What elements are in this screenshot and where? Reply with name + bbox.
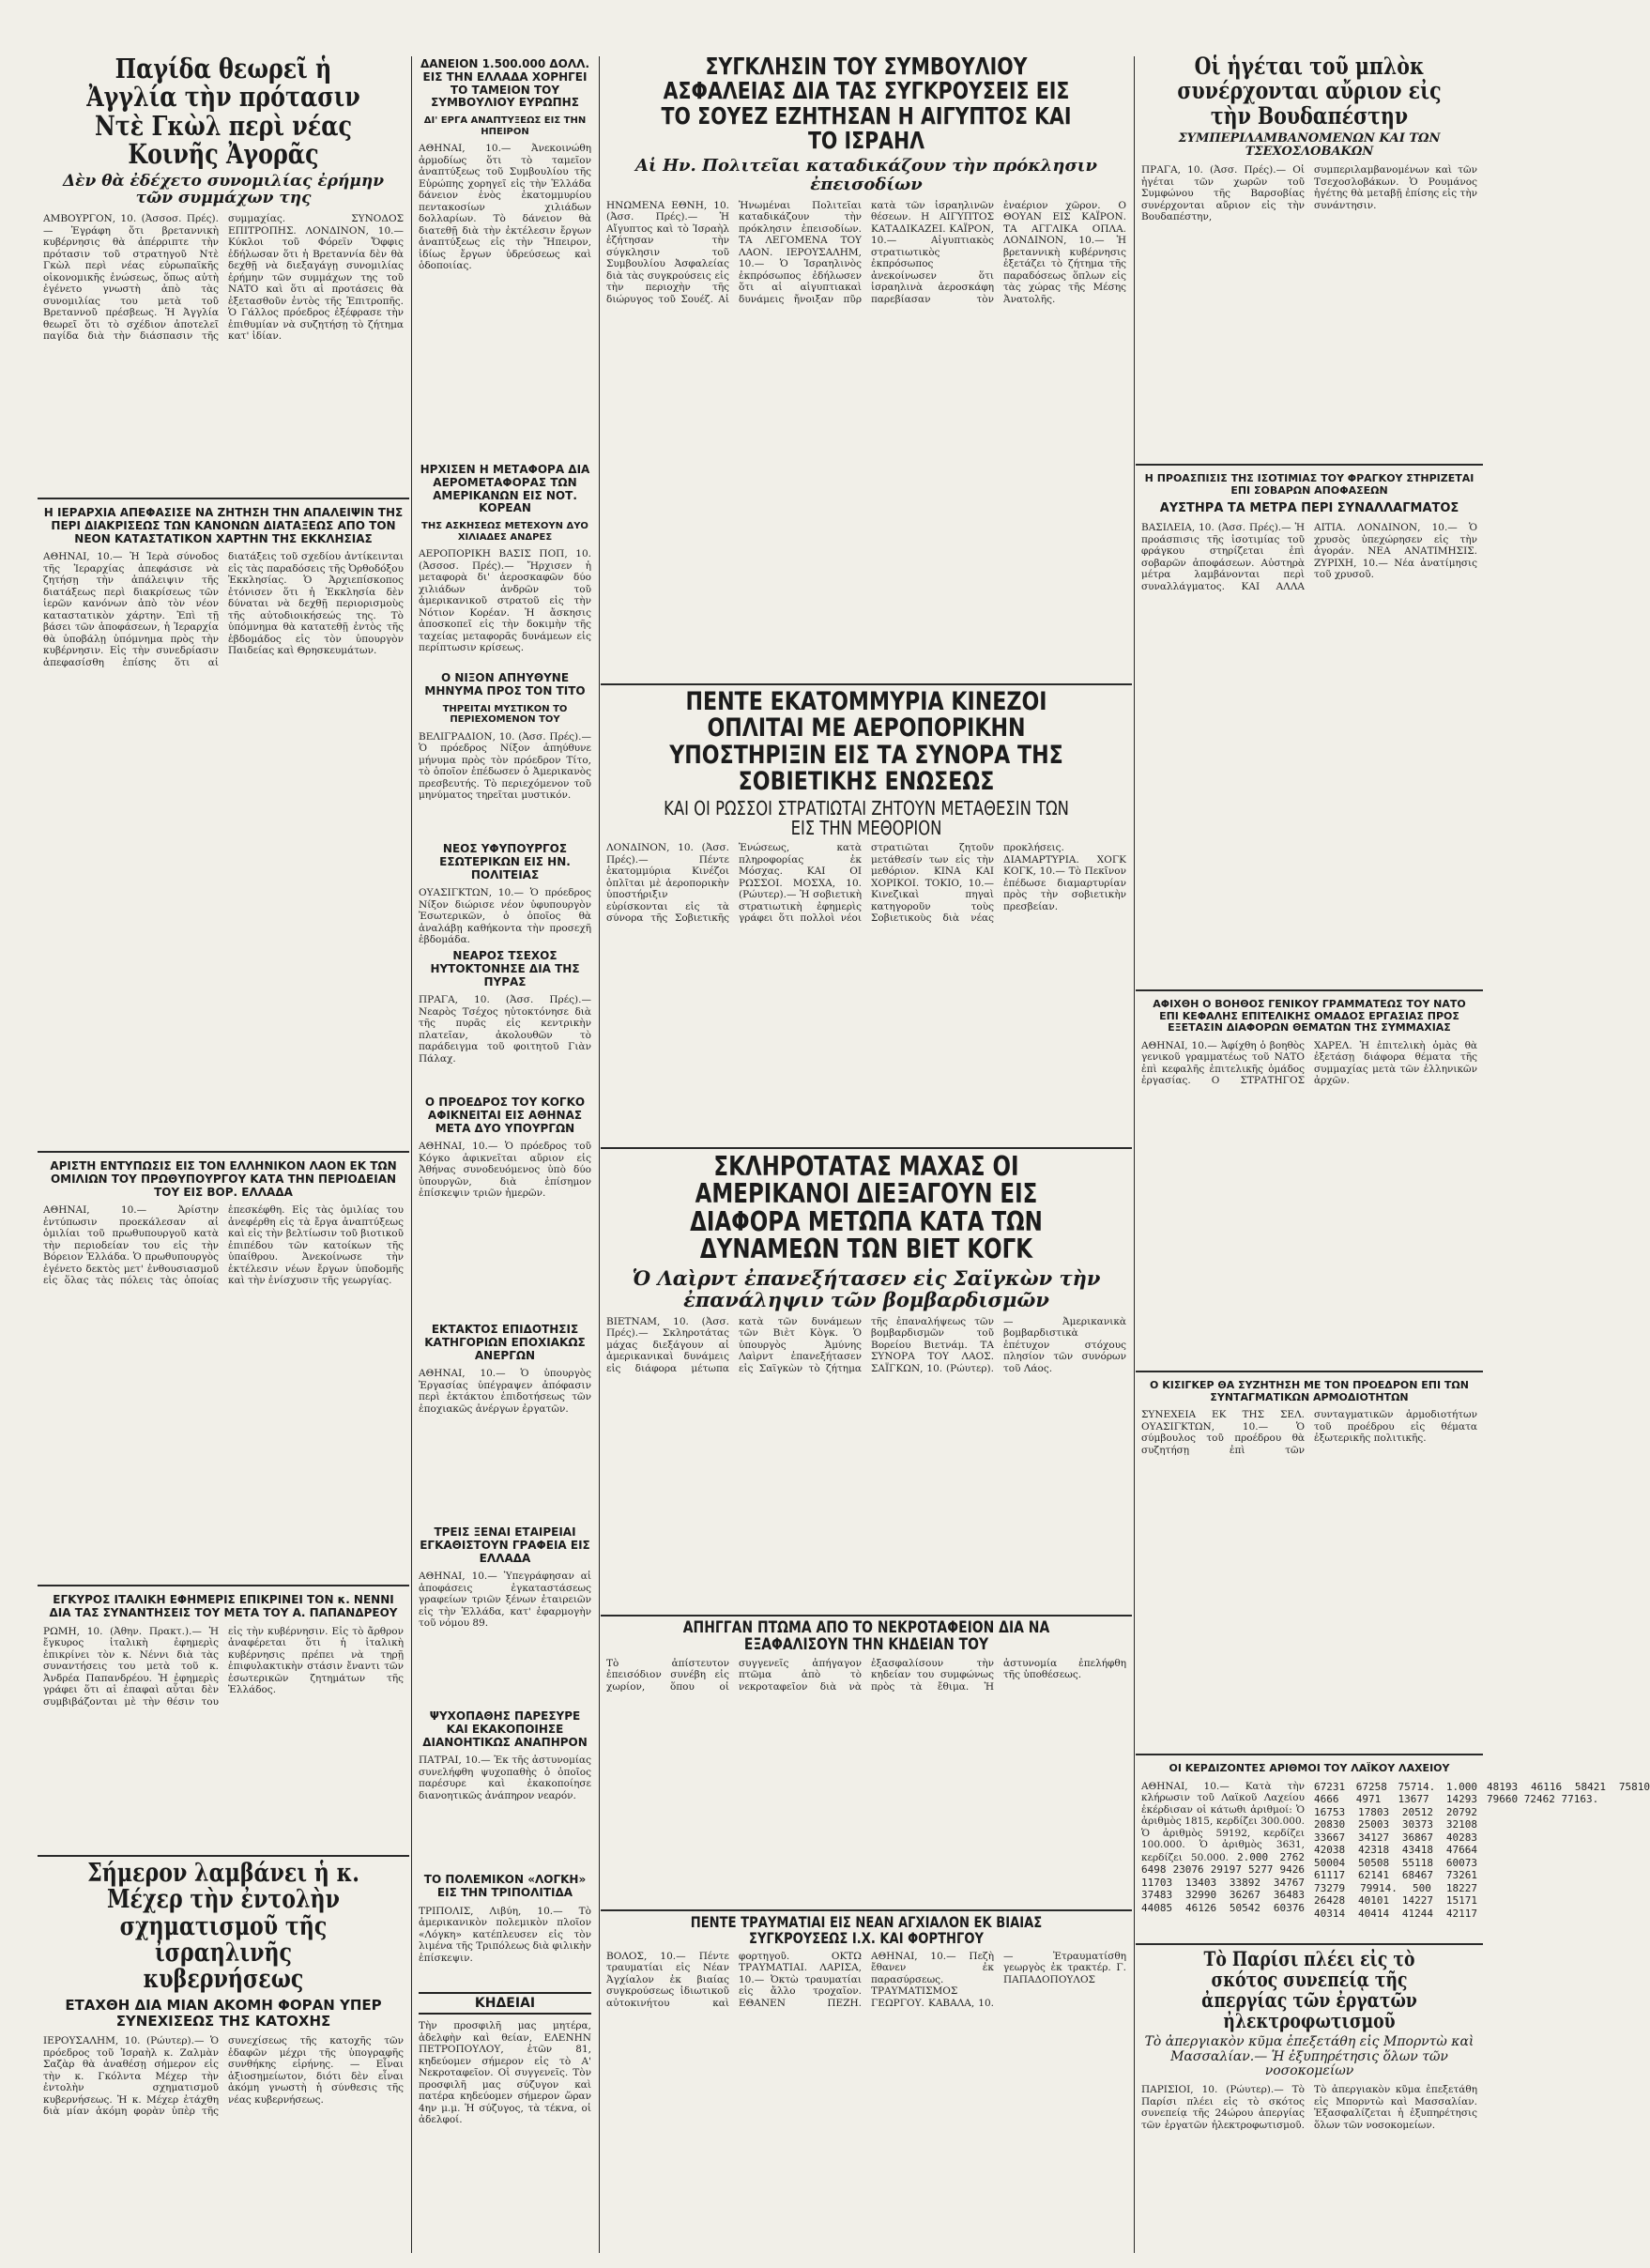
article-headline: ΤΟ ΠΟΛΕΜΙΚΟΝ «ΛΟΓΚΗ» ΕΙΣ ΤΗΝ ΤΡΙΠΟΛΙΤΙΔΑ xyxy=(423,1873,587,1899)
article-body: ΑΘΗΝΑΙ, 10.— Ἀφίχθη ὁ βοηθὸς γενικοῦ γραμματέως τοῦ ΝΑΤΟ ἐπὶ κεφαλῆς ἐπιτελικῆς ὁμάδος ἐργασίας. Ο ΣΤΡΑΤΗΓΟΣ ΧΑΡΕΛ. Ἡ ἐπιτελικὴ ὁμὰς θὰ ἐξετάσῃ διάφορα θέματα τῆς συμμαχίας μετὰ τῶν ἑλληνικῶν ἀρχῶν. xyxy=(1141,1039,1477,1087)
article-vudapesti xyxy=(1136,54,1483,464)
section-divider xyxy=(38,1585,409,1586)
article-subheadline: ΔΙ' ΕΡΓΑ ΑΝΑΠΤΥΞΕΩΣ ΕΙΣ ΤΗΝ ΗΠΕΙΡΟΝ xyxy=(423,115,587,137)
article-nixon xyxy=(413,668,597,834)
section-divider xyxy=(38,498,409,499)
article-body: ΒΙΕΤΝΑΜ, 10. (Ἀσσ. Πρές).— Σκληροτάτας μάχας διεξάγουν αἱ ἀμερικανικαὶ δυνάμεις εἰς διάφορα μέτωπα κατὰ τῶν δυνάμεων τῶν Βιὲτ Κὸγκ. Ὁ ὑπουργὸς Ἀμύνης Λαὶρντ ἐπανεξήτασεν εἰς Σαϊγκὼν τὸ ζήτημα τῆς ἐπαναλήψεως τῶν βομβαρδισμῶν τοῦ Βορείου Βιετνάμ. ΤΑ ΣΥΝΟΡΑ ΤΟΥ ΛΑΟΣ. ΣΑΪΓΚΩΝ, 10. (Ρώυτερ).— Ἀμερικανικὰ βομβαρδιστικὰ ἐπέτυχον στόχους πλησίον τῶν συνόρων τοῦ Λάος. xyxy=(606,1315,1126,1374)
article-subheadline: ΤΗΣ ΑΣΚΗΣΕΩΣ ΜΕΤΕΧΟΥΝ ΔΥΟ ΧΙΛΙΑΔΕΣ ΑΝΔΡΕΣ xyxy=(421,521,588,543)
article-headline: ΟΙ ΚΕΡΔΙΖΟΝΤΕΣ ΑΡΙΘΜΟΙ ΤΟΥ ΛΑΪΚΟΥ ΛΑΧΕΙΟΥ xyxy=(1169,1762,1450,1774)
section-divider xyxy=(1136,1754,1483,1755)
article-kinezoi xyxy=(601,689,1132,1145)
article-subheadline: ΤΗΡΕΙΤΑΙ ΜΥΣΤΙΚΟΝ ΤΟ ΠΕΡΙΕΧΟΜΕΝΟΝ ΤΟΥ xyxy=(442,703,568,726)
column-rule xyxy=(411,56,412,2253)
article-headline: ΚΗΔΕΙΑΙ xyxy=(419,1992,591,2015)
section-divider xyxy=(1136,1943,1483,1945)
article-headline: Τὸ Παρίσι πλέει εἰς τὸ σκότος συνεπείᾳ τῆς ἀπεργίας τῶν ἐργατῶν ἠλεκτροφωτισμοῦ xyxy=(1201,1947,1417,2033)
article-symvoulio xyxy=(601,54,1132,682)
article-headline: ΣΥΓΚΛΗΣΙΝ ΤΟΥ ΣΥΜΒΟΥΛΙΟΥ ΑΣΦΑΛΕΙΑΣ ΔΙΑ ΤΑΣ ΣΥΓΚΡΟΥΣΕΙΣ ΕΙΣ ΤΟ ΣΟΥΕΖ ΕΖΗΤΗΣΑΝ Η ΑΙΓΥΠΤΟΣ ΚΑΙ ΤΟ ΙΣΡΑΗΛ xyxy=(661,53,1072,154)
article-body: ΛΟΝΔΙΝΟΝ, 10. (Ἀσσ. Πρές).— Πέντε ἑκατομμύρια Κινέζοι ὁπλῖται μὲ ἀεροπορικὴν ὑποστήριξιν εὑρίσκονται εἰς τὰ σύνορα τῆς Σοβιετικῆς Ἑνώσεως, κατὰ πληροφορίας ἐκ Μόσχας. ΚΑΙ ΟΙ ΡΩΣΣΟΙ. ΜΟΣΧΑ, 10. (Ρώυτερ).— Ἡ σοβιετικὴ στρατιωτικὴ ἐφημερὶς γράφει ὅτι πολλοὶ νέοι στρατιῶται ζητοῦν μετάθεσίν των εἰς τὴν μεθόριον. ΚΙΝΑ ΚΑΙ ΧΟΡΙΚΟΙ. ΤΟΚΙΟ, 10.— Κινεζικαὶ πηγαὶ κατηγοροῦν τοὺς Σοβιετικοὺς διὰ νέας προκλήσεις. ΔΙΑΜΑΡΤΥΡΙΑ. ΧΟΓΚ ΚΟΓΚ, 10.— Τὸ Πεκῖνον ἐπέδωσε διαμαρτυρίαν πρὸς τὴν σοβιετικὴν πρεσβείαν. xyxy=(606,842,1126,925)
article-body: ΠΑΡΙΣΙΟΙ, 10. (Ρώυτερ).— Τὸ Παρίσι πλέει εἰς τὸ σκότος συνεπείᾳ τῆς 24ώρου ἀπεργίας τῶν ἐργατῶν ἠλεκτροφωτισμοῦ. Τὸ ἀπεργιακὸν κῦμα ἐπεξετάθη εἰς Μπορντὼ καὶ Μασσαλίαν. Ἐξασφαλίζεται ἡ ἐξυπηρέτησις ὅλων τῶν νοσοκομείων. xyxy=(1141,2084,1477,2131)
section-divider xyxy=(1136,1371,1483,1372)
article-traymatiai xyxy=(601,1915,1132,2255)
article-subheadline: Δὲν θὰ ἐδέχετο συνομιλίας ἐρήμην τῶν συμμάχων της xyxy=(62,171,385,208)
article-body: ΟΥΑΣΙΓΚΤΩΝ, 10.— Ὁ πρόεδρος Νίξον διώρισε νέον ὑφυπουργὸν Ἐσωτερικῶν, ὁ ὁποῖος θὰ ἀναλάβῃ καθήκοντα τὴν προσεχῆ ἑβδομάδα. xyxy=(419,887,591,946)
article-mechter xyxy=(38,1861,409,2255)
article-headline: Η ΙΕΡΑΡΧΙΑ ΑΠΕΦΑΣΙΣΕ ΝΑ ΖΗΤΗΣΗ ΤΗΝ ΑΠΑΛΕΙΨΙΝ ΤΗΣ ΠΕΡΙ ΔΙΑΚΡΙΣΕΩΣ ΤΩΝ ΚΑΝΟΝΩΝ ΔΙΑΤΑΞΕΩΣ ΑΠΟ ΤΟΝ ΝΕΟΝ ΚΑΤΑΣΤΑΤΙΚΟΝ ΧΑΡΤΗΝ ΤΗΣ ΕΚΚΛΗΣΙΑΣ xyxy=(43,506,404,545)
article-enkyros xyxy=(38,1590,409,1855)
article-headline: Ο ΚΙΣΙΓΚΕΡ ΘΑ ΣΥΖΗΤΗΣΗ ΜΕ ΤΟΝ ΠΡΟΕΔΡΟΝ ΕΠΙ ΤΩΝ ΣΥΝΤΑΓΜΑΤΙΚΩΝ ΑΡΜΟΔΙΟΤΗΤΩΝ xyxy=(1150,1379,1469,1403)
article-subheadline: Αἱ Ην. Πολιτεῖαι καταδικάζουν τὴν πρόκλησιν ἐπεισοδίων xyxy=(635,156,1097,194)
section-divider xyxy=(601,1615,1132,1617)
article-psychopathis xyxy=(413,1707,597,1864)
section-divider xyxy=(601,1909,1132,1911)
article-nato xyxy=(1136,995,1483,1371)
article-body: ΗΝΩΜΕΝΑ ΕΘΝΗ, 10. (Ἀσσ. Πρές).— Ἡ Αἴγυπτος καὶ τὸ Ἰσραὴλ ἐζήτησαν τὴν σύγκλησιν τοῦ Συμβουλίου Ἀσφαλείας διὰ τὰς συγκρούσεις εἰς τὴν περιοχὴν τῆς διώρυγος τοῦ Σουέζ. Αἱ Ἡνωμέναι Πολιτεῖαι καταδικάζουν τὴν πρόκλησιν ἐπεισοδίων. ΤΑ ΛΕΓΟΜΕΝΑ ΤΟΥ ΛΑΟΝ. ΙΕΡΟΥΣΑΛΗΜ, 10.— Ὁ Ἰσραηλινὸς ἐκπρόσωπος ἐδήλωσεν ὅτι αἱ αἰγυπτιακαὶ δυνάμεις ἤνοιξαν πῦρ κατὰ τῶν ἰσραηλινῶν θέσεων. Η ΑΙΓΥΠΤΟΣ ΚΑΤΑΔΙΚΑΖΕΙ. ΚΑΪΡΟΝ, 10.— Αἰγυπτιακὸς στρατιωτικὸς ἐκπρόσωπος ἀνεκοίνωσεν ὅτι ἰσραηλινὰ ἀεροσκάφη παρεβίασαν τὸν ἐναέριον χῶρον. Ο ΘΟΥΑΝ ΕΙΣ ΚΑΪΡΟΝ. ΤΑ ΑΓΓΛΙΚΑ ΟΠΛΑ. ΛΟΝΔΙΝΟΝ, 10.— Ἡ βρεταννικὴ κυβέρνησις ἐξετάζει τὸ ζήτημα τῆς παραδόσεως ὅπλων εἰς τὰς χώρας τῆς Μέσης Ἀνατολῆς. xyxy=(606,199,1126,305)
article-body: ΑΘΗΝΑΙ, 10.— Ὁ ὑπουργὸς Ἐργασίας ὑπέγραψεν ἀπόφασιν περὶ ἐκτάκτου ἐπιδοτήσεως τῶν ἐποχιακῶς ἀνέργων ἐργατῶν. xyxy=(419,1368,591,1415)
article-headline: Παγίδα θεωρεῖ ἡ Ἀγγλία τὴν πρότασιν Ντὲ Γκὼλ περὶ νέας Κοινῆς Ἀγορᾶς xyxy=(86,53,360,171)
article-body: ΑΕΡΟΠΟΡΙΚΗ ΒΑΣΙΣ ΠΟΠ, 10. (Ἀσσοσ. Πρές).— Ἤρχισεν ἡ μεταφορὰ δι' ἀεροσκαφῶν δύο χιλιάδων ἀνδρῶν τοῦ ἀμερικανικοῦ στρατοῦ εἰς τὴν Νότιον Κορέαν. Ἡ ἄσκησις ἀποσκοπεῖ εἰς τὴν δοκιμὴν τῆς ταχείας μεταφορᾶς δυνάμεων εἰς περίπτωσιν κρίσεως. xyxy=(419,548,591,654)
article-body: ΑΘΗΝΑΙ, 10.— Ὑπεγράφησαν αἱ ἀποφάσεις ἐγκαταστάσεως γραφείων τριῶν ξένων ἐταιρειῶν εἰς τὴν Ἑλλάδα, κατ' ἐφαρμογὴν τοῦ νόμου 89. xyxy=(419,1571,591,1630)
section-divider xyxy=(601,1147,1132,1149)
article-body: ΑΘΗΝΑΙ, 10.— Ὁ πρόεδρος τοῦ Κόγκο ἀφικνεῖται αὔριον εἰς Ἀθήνας συνοδευόμενος ὑπὸ δύο ὑπουργῶν, διὰ ἐπίσημον ἐπίσκεψιν τριῶν ἡμερῶν. xyxy=(419,1141,591,1200)
article-body: ΣΥΝΕΧΕΙΑ ΕΚ ΤΗΣ ΣΕΛ. ΟΥΑΣΙΓΚΤΩΝ, 10.— Ὁ σύμβουλος τοῦ προέδρου θὰ συζητήσῃ ἐπὶ τῶν συνταγματικῶν ἁρμοδιοτήτων τοῦ προέδρου εἰς θέματα ἐξωτερικῆς πολιτικῆς. xyxy=(1141,1409,1477,1456)
article-headline: Ο ΠΡΟΕΔΡΟΣ ΤΟΥ ΚΟΓΚΟ ΑΦΙΚΝΕΙΤΑΙ ΕΙΣ ΑΘΗΝΑΣ ΜΕΤΑ ΔΥΟ ΥΠΟΥΡΓΩΝ xyxy=(424,1096,586,1135)
article-headline: ΑΦΙΧΘΗ Ο ΒΟΗΘΟΣ ΓΕΝΙΚΟΥ ΓΡΑΜΜΑΤΕΩΣ ΤΟΥ ΝΑΤΟ ΕΠΙ ΚΕΦΑΛΗΣ ΕΠΙΤΕΛΙΚΗΣ ΟΜΑΔΟΣ ΕΡΓΑΣΙΑΣ ΠΡΟΣ ΕΞΕΤΑΣΙΝ ΔΙΑΦΟΡΩΝ ΘΕΜΑΤΩΝ ΤΗΣ ΣΥΜΜΑΧΙΑΣ xyxy=(1153,998,1466,1034)
article-body: ΒΑΣΙΛΕΙΑ, 10. (Ἀσσ. Πρές).— Ἡ προάσπισις τῆς ἰσοτιμίας τοῦ φράγκου στηρίζεται ἐπὶ σοβαρῶν ἀποφάσεων. Αὐστηρὰ μέτρα λαμβάνονται περὶ συναλλάγματος. ΚΑΙ ΑΛΛΑ ΑΙΤΙΑ. ΛΟΝΔΙΝΟΝ, 10.— Ὁ χρυσὸς ὑπεχώρησεν εἰς τὴν ἀγοράν. ΝΕΑ ΑΝΑΤΙΜΗΣΙΣ. ΖΥΡΙΧΗ, 10.— Νέα ἀνατίμησις τοῦ χρυσοῦ. xyxy=(1141,522,1477,592)
article-body: ΠΡΑΓΑ, 10. (Ἀσσ. Πρές).— Οἱ ἡγέται τῶν χωρῶν τοῦ Συμφώνου τῆς Βαρσοβίας συνέρχονται αὔριον εἰς τὴν Βουδαπέστην, συμπεριλαμβανομένων καὶ τῶν Τσεχοσλοβάκων. Ὁ Ρουμάνος ἡγέτης θὰ μεταβῇ ἐπίσης εἰς τὴν συνάντησιν. xyxy=(1141,164,1477,223)
section-divider xyxy=(38,1855,409,1857)
article-body: Τὸ ἀπίστευτον ἐπεισόδιον συνέβη εἰς χωρίον, ὅπου οἱ συγγενεῖς ἀπήγαγον πτῶμα ἀπὸ τὸ νεκροταφεῖον διὰ νὰ ἐξασφαλίσουν τὴν κηδείαν του συμφώνως πρὸς τὰ ἔθιμα. Ἡ ἀστυνομία ἐπελήφθη τῆς ὑποθέσεως. xyxy=(606,1657,1126,1693)
article-tsechos xyxy=(413,946,597,1087)
article-subheadline: ΣΥΜΠΕΡΙΛΑΜΒΑΝΟΜΕΝΩΝ ΚΑΙ ΤΩΝ ΤΣΕΧΟΣΛΟΒΑΚΩΝ xyxy=(1178,130,1441,160)
article-entyposis xyxy=(38,1157,409,1585)
article-body: ΑΜΒΟΥΡΓΟΝ, 10. (Ἀσσοσ. Πρές).— Ἐγράφη ὅτι βρεταννικὴ κυβέρνησις θὰ ἀπέρριπτε τὴν πρότασιν τοῦ στρατηγοῦ Ντὲ Γκὼλ περὶ νέας εὐρωπαϊκῆς οἰκονομικῆς ἑνώσεως, ὅπως αὐτὴ ἐγένετο γνωστὴ ἀπὸ τὰς συνομιλίας του μετὰ τοῦ Βρεταννοῦ πρέσβεως. Ἡ Ἀγγλία θεωρεῖ ὅτι τὸ σχέδιον ἀποτελεῖ παγίδα διὰ τὴν διάσπασιν τῆς συμμαχίας. ΣΥΝΟΔΟΣ ΕΠΙΤΡΟΠΗΣ. ΛΟΝΔΙΝΟΝ, 10.— Κύκλοι τοῦ Φόρεϊν Ὄφφις ἐδήλωσαν ὅτι ἡ Βρεταννία δὲν θὰ δεχθῇ νὰ διεξαγάγῃ συνομιλίας ἐρήμην τῶν συμμάχων της τοῦ ΝΑΤΟ καὶ ὅτι αἱ προτάσεις θὰ ἐξετασθοῦν ἐντὸς τῆς Ἐπιτροπῆς. Ὁ Γάλλος πρόεδρος ἐξέφρασε τὴν ἐπιθυμίαν νὰ συζητήσῃ τὸ ζήτημα κατ' ἰδίαν. xyxy=(43,213,404,343)
article-laxeia xyxy=(1136,1759,1650,1943)
article-headline: ΗΡΧΙΣΕΝ Η ΜΕΤΑΦΟΡΑ ΔΙΑ ΑΕΡΟΜΕΤΑΦΟΡΑΣ ΤΩΝ ΑΜΕΡΙΚΑΝΩΝ ΕΙΣ ΝΟΤ. ΚΟΡΕΑΝ xyxy=(420,463,590,515)
article-headline: ΕΓΚΥΡΟΣ ΙΤΑΛΙΚΗ ΕΦΗΜΕΡΙΣ ΕΠΙΚΡΙΝΕΙ ΤΟΝ κ. ΝΕΝΝΙ ΔΙΑ ΤΑΣ ΣΥΝΑΝΤΗΣΕΙΣ ΤΟΥ ΜΕΤΑ ΤΟΥ Α. ΠΑΠΑΝΔΡΕΟΥ xyxy=(49,1593,398,1619)
article-subheadline: ΚΑΙ ΟΙ ΡΩΣΣΟΙ ΣΤΡΑΤΙΩΤΑΙ ΖΗΤΟΥΝ ΜΕΤΑΘΕΣΙΝ ΤΩΝ ΕΙΣ ΤΗΝ ΜΕΘΟΡΙΟΝ xyxy=(664,797,1069,840)
article-subheadline: Ὁ Λαὶρντ ἐπανεξήτασεν εἰς Σαϊγκὼν τὴν ἐπανάληψιν τῶν βομβαρδισμῶν xyxy=(632,1265,1101,1311)
article-headline: ΨΥΧΟΠΑΘΗΣ ΠΑΡΕΣΥΡΕ ΚΑΙ ΕΚΑΚΟΠΟΙΗΣΕ ΔΙΑΝΟΗΤΙΚΩΣ ΑΝΑΠΗΡΟΝ xyxy=(422,1709,588,1749)
article-body: ΑΘΗΝΑΙ, 10.— Ἡ Ἱερὰ σύνοδος τῆς Ἱεραρχίας ἀπεφάσισε νὰ ζητήσῃ τὴν ἀπάλειψιν τῆς διατάξεως περὶ διακρίσεως τῶν ἱερῶν κανόνων ἀπὸ τὸν νέον καταστατικὸν χάρτην. Ἐπὶ τῇ βάσει τῶν ἀποφάσεων, ἡ Ἱεραρχία θὰ ὑποβάλῃ ὑπόμνημα πρὸς τὴν κυβέρνησιν. Εἰς τὴν συνεδρίασιν ἀπεφασίσθη ἐπίσης ὅτι αἱ διατάξεις τοῦ σχεδίου ἀντίκεινται εἰς τὰς παραδόσεις τῆς Ὀρθοδόξου Ἐκκλησίας. Ὁ Ἀρχιεπίσκοπος ἐτόνισεν ὅτι ἡ Ἐκκλησία δὲν δύναται νὰ δεχθῇ περιορισμοὺς τῆς αὐτοδιοικήσεώς της. Τὸ ὑπόμνημα θὰ κατατεθῇ ἐντὸς τῆς ἑβδομάδος εἰς τὸν ὑπουργὸν Παιδείας καὶ Θρησκευμάτων. xyxy=(43,551,404,668)
lottery-numbers: 2.000 2762 6498 23076 29197 5277 9426 11703 13403 33892 34767 37483 32990 36267 36483 44085 46126 50542 60376 67231 67258 75714. 1.000 4666 4971 13677 14293 16753 17803 20512 20792 20830 25003 30373 32108 33667 34127 36867 40283 42038 42318 43418 47664 50004 50508 55118 60073 61117 62141 68467 73261 73279 79914. 500 18227 26428 40101 14227 15171 40314 40414 41244 42117 48193 46116 58421 75810 79660 72462 77163. xyxy=(1141,1780,1650,1920)
section-divider xyxy=(1136,464,1483,466)
article-headline: ΑΠΗΓΓΑΝ ΠΤΩΜΑ ΑΠΟ ΤΟ ΝΕΚΡΟΤΑΦΕΙΟΝ ΔΙΑ ΝΑ ΕΞΑΦΑΛΙΣΟΥΝ ΤΗΝ ΚΗΔΕΙΑΝ ΤΟΥ xyxy=(682,1618,1050,1654)
article-isotimia xyxy=(1136,469,1483,989)
article-epidotis xyxy=(413,1320,597,1517)
article-headline: ΔΑΝΕΙΟΝ 1.500.000 ΔΟΛΛ. ΕΙΣ ΤΗΝ ΕΛΛΑΔΑ ΧΟΡΗΓΕΙ ΤΟ ΤΑΜΕΙΟΝ ΤΟΥ ΣΥΜΒΟΥΛΙΟΥ ΕΥΡΩΠΗΣ xyxy=(420,57,590,110)
article-kisinger xyxy=(1136,1376,1483,1754)
article-kogko xyxy=(413,1093,597,1314)
article-headline: ΝΕΟΣ ΥΦΥΠΟΥΡΓΟΣ ΕΣΩΤΕΡΙΚΩΝ ΕΙΣ ΗΝ. ΠΟΛΙΤΕΙΑΣ xyxy=(439,842,571,881)
article-subheadline: ΕΤΑΧΘΗ ΔΙΑ ΜΙΑΝ ΑΚΟΜΗ ΦΟΡΑΝ ΥΠΕΡ ΣΥΝΕΧΙΣΕΩΣ ΤΗΣ ΚΑΤΟΧΗΣ xyxy=(65,1996,382,2030)
section-divider xyxy=(601,683,1132,685)
article-headline: Η ΠΡΟΑΣΠΙΣΙΣ ΤΗΣ ΙΣΟΤΙΜΙΑΣ ΤΟΥ ΦΡΑΓΚΟΥ ΣΤΗΡΙΖΕΤΑΙ ΕΠΙ ΣΟΒΑΡΩΝ ΑΠΟΦΑΣΕΩΝ xyxy=(1144,472,1474,497)
article-ptoma xyxy=(601,1620,1132,1909)
article-body: ΡΩΜΗ, 10. (Ἀθην. Πρακτ.).— Ἡ ἔγκυρος ἰταλικὴ ἐφημερὶς ἐπικρίνει τὸν κ. Νέννι διὰ τὰς συναντήσεις του μετὰ τοῦ κ. Ἀνδρέα Παπανδρέου. Ἡ ἐφημερὶς γράφει ὅτι αἱ ἐπαφαὶ αὗται δὲν συμβιβάζονται μὲ τὴν θέσιν του εἰς τὴν κυβέρνησιν. Εἰς τὸ ἄρθρον ἀναφέρεται ὅτι ἡ ἰταλικὴ κυβέρνησις πρέπει νὰ τηρῇ ἐπιφυλακτικὴν στάσιν ἔναντι τῶν ἐσωτερικῶν ζητημάτων τῆς Ἑλλάδος. xyxy=(43,1625,404,1708)
article-ypourgos xyxy=(413,839,597,946)
article-headline: Οἱ ἡγέται τοῦ μπλὸκ συνέρχονται αὔριον εἰς τὴν Βουδαπέστην xyxy=(1177,53,1442,130)
section-divider xyxy=(38,1151,409,1153)
article-subheadline: Τὸ ἀπεργιακὸν κῦμα ἐπεξετάθη εἰς Μπορντὼ καὶ Μασσαλίαν.— Ἡ ἐξυπηρέτησις ὅλων τῶν νοσοκομείων xyxy=(1144,2034,1474,2078)
article-machai xyxy=(601,1153,1132,1613)
article-ierarchia xyxy=(38,503,409,1151)
article-navida xyxy=(38,54,409,498)
article-body-container xyxy=(1141,1780,1650,1922)
section-divider xyxy=(1136,989,1483,991)
article-headline: ΣΚΛΗΡΟΤΑΤΑΣ ΜΑΧΑΣ ΟΙ ΑΜΕΡΙΚΑΝΟΙ ΔΙΕΞΑΓΟΥΝ ΕΙΣ ΔΙΑΦΟΡΑ ΜΕΤΩΠΑ ΚΑΤΑ ΤΩΝ ΔΥΝΑΜΕΩΝ ΤΩΝ ΒΙΕΤ ΚΟΓΚ xyxy=(690,1151,1043,1265)
article-body: Τὴν προσφιλῆ μας μητέρα, ἀδελφὴν καὶ θείαν, ΕΛΕΝΗΝ ΠΕΤΡΟΠΟΥΛΟΥ, ἐτῶν 81, κηδεύομεν σήμερον εἰς τὸ Α' Νεκροταφεῖον. Οἱ συγγενεῖς. Τὸν προσφιλῆ μας σύζυγον καὶ πατέρα κηδεύομεν σήμερον ὥραν 4ην μ.μ. Ἡ σύζυγος, τὰ τέκνα, οἱ ἀδελφοί. xyxy=(419,2020,591,2126)
article-subheadline: ΑΥΣΤΗΡΑ ΤΑ ΜΕΤΡΑ ΠΕΡΙ ΣΥΝΑΛΛΑΓΜΑΤΟΣ xyxy=(1159,501,1459,516)
article-headline: ΠΕΝΤΕ ΤΡΑΥΜΑΤΙΑΙ ΕΙΣ ΝΕΑΝ ΑΓΧΙΑΛΟΝ ΕΚ ΒΙΑΙΑΣ ΣΥΓΚΡΟΥΣΕΩΣ Ι.Χ. ΚΑΙ ΦΟΡΤΗΓΟΥ xyxy=(690,1913,1043,1947)
article-body: ΙΕΡΟΥΣΑΛΗΜ, 10. (Ρώυτερ).— Ὁ πρόεδρος τοῦ Ἰσραὴλ κ. Ζαλμὰν Σαζὰρ θὰ ἀναθέσῃ σήμερον εἰς τὴν κ. Γκόλντα Μέχερ τὴν ἐντολὴν σχηματισμοῦ κυβερνήσεως. Ἡ κ. Μέχερ ἐτάχθη διὰ μίαν ἀκόμη φορὰν ὑπὲρ τῆς συνεχίσεως τῆς κατοχῆς τῶν ἐδαφῶν μέχρι τῆς ὑπογραφῆς συνθήκης εἰρήνης. — Εἶναι ἀξιοσημείωτον, διότι δὲν εἶναι ἀκόμη γνωστὴ ἡ σύνθεσις τῆς νέας κυβερνήσεως. xyxy=(43,2035,404,2118)
article-polemikon xyxy=(413,1870,597,1983)
article-kideiai xyxy=(413,1988,597,2255)
column-rule xyxy=(1134,56,1135,2253)
column-rule xyxy=(599,56,600,2253)
article-body: ΒΕΛΙΓΡΑΔΙΟΝ, 10. (Ἀσσ. Πρές).— Ὁ πρόεδρος Νίξον ἀπηύθυνε μήνυμα πρὸς τὸν πρόεδρον Τίτο, τὸ ὁποῖον ἐπέδωσεν ὁ Ἀμερικανὸς πρεσβευτής. Τὸ περιεχόμενον τοῦ μηνύματος τηρεῖται μυστικόν. xyxy=(419,730,591,802)
article-body: ΒΟΛΟΣ, 10.— Πέντε τραυματίαι εἰς Νέαν Ἀγχίαλον ἐκ βιαίας συγκρούσεως ἰδιωτικοῦ αὐτοκινήτου καὶ φορτηγοῦ. ΟΚΤΩ ΤΡΑΥΜΑΤΙΑΙ. ΛΑΡΙΣΑ, 10.— Ὀκτὼ τραυματίαι εἰς ἄλλο τροχαῖον. ΕΘΑΝΕΝ ΠΕΖΗ. ΑΘΗΝΑΙ, 10.— Πεζὴ ἔθανεν ἐκ παρασύρσεως. ΤΡΑΥΜΑΤΙΣΜΟΣ ΓΕΩΡΓΟΥ. ΚΑΒΑΛΑ, 10.— Ἐτραυματίσθη γεωργὸς ἐκ τρακτέρ. Γ. ΠΑΠΑΔΟΠΟΥΛΟΣ xyxy=(606,1950,1126,2009)
article-headline: ΝΕΑΡΟΣ ΤΣΕΧΟΣ ΗΥΤΟΚΤΟΝΗΣΕ ΔΙΑ ΤΗΣ ΠΥΡΑΣ xyxy=(430,949,580,988)
article-headline: Ο ΝΙΞΟΝ ΑΠΗΥΘΥΝΕ ΜΗΝΥΜΑ ΠΡΟΣ ΤΟΝ ΤΙΤΟ xyxy=(424,671,586,697)
article-metafora xyxy=(413,460,597,663)
article-headline: Σήμερον λαμβάνει ἡ κ. Μέχερ τὴν ἐντολὴν σχηματισμοῦ τῆς ἰσραηλινῆς κυβερνήσεως xyxy=(87,1859,359,1995)
article-etaireiai xyxy=(413,1523,597,1701)
article-body: ΠΡΑΓΑ, 10. (Ἀσσ. Πρές).— Νεαρὸς Τσέχος ηὐτοκτόνησε διὰ τῆς πυρᾶς εἰς κεντρικὴν πλατεῖαν, ἀκολουθῶν τὸ παράδειγμα τοῦ φοιτητοῦ Γιὰν Πάλαχ. xyxy=(419,994,591,1065)
article-body: ΤΡΙΠΟΛΙΣ, Λιβύη, 10.— Τὸ ἀμερικανικὸν πολεμικὸν πλοῖον «Λόγκη» κατέπλευσεν εἰς τὸν λιμένα τῆς Τριπόλεως διὰ φιλικὴν ἐπίσκεψιν. xyxy=(419,1905,591,1964)
article-body: ΑΘΗΝΑΙ, 10.— Ἀρίστην ἐντύπωσιν προεκάλεσαν αἱ ὁμιλίαι τοῦ πρωθυπουργοῦ κατὰ τὴν περιοδείαν του εἰς τὴν Βόρειον Ἑλλάδα. Ὁ πρωθυπουργὸς ἐγένετο δεκτὸς μετ' ἐνθουσιασμοῦ εἰς ὅλας τὰς πόλεις τὰς ὁποίας ἐπεσκέφθη. Εἰς τὰς ὁμιλίας του ἀνεφέρθη εἰς τὰ ἔργα ἀναπτύξεως καὶ εἰς τὴν βελτίωσιν τοῦ βιοτικοῦ ἐπιπέδου τῶν κατοίκων τῆς ὑπαίθρου. Ἀνεκοίνωσε τὴν ἐκτέλεσιν νέων ἔργων ὑποδομῆς καὶ τὴν ἐνίσχυσιν τῆς γεωργίας. xyxy=(43,1204,404,1287)
article-body: ΠΑΤΡΑΙ, 10.— Ἐκ τῆς ἀστυνομίας συνελήφθη ψυχοπαθὴς ὁ ὁποῖος παρέσυρε καὶ ἐκακοποίησε διανοητικῶς ἀνάπηρον νεαρόν. xyxy=(419,1755,591,1801)
article-parisi xyxy=(1136,1949,1483,2255)
article-headline: ΑΡΙΣΤΗ ΕΝΤΥΠΩΣΙΣ ΕΙΣ ΤΟΝ ΕΛΛΗΝΙΚΟΝ ΛΑΟΝ ΕΚ ΤΩΝ ΟΜΙΛΙΩΝ ΤΟΥ ΠΡΩΘΥΠΟΥΡΓΟΥ ΚΑΤΑ ΤΗΝ ΠΕΡΙΟΔΕΙΑΝ ΤΟΥ ΕΙΣ ΒΟΡ. ΕΛΛΑΔΑ xyxy=(50,1159,397,1199)
article-body: ΑΘΗΝΑΙ, 10.— Ἀνεκοινώθη ἀρμοδίως ὅτι τὸ ταμεῖον ἀναπτύξεως τοῦ Συμβουλίου τῆς Εὐρώπης χορηγεῖ εἰς τὴν Ἑλλάδα δάνειον ἑνὸς ἑκατομμυρίου πεντακοσίων χιλιάδων δολλαρίων. Τὸ δάνειον θὰ διατεθῇ διὰ τὴν ἐκτέλεσιν ἔργων ἀναπτύξεως εἰς τὴν Ἤπειρον, ἰδίως ἔργων ὑδρεύσεως καὶ ὁδοποιίας. xyxy=(419,143,591,272)
article-body: ΑΘΗΝΑΙ, 10.— Κατὰ τὴν κλήρωσιν τοῦ Λαϊκοῦ Λαχείου ἐκέρδισαν οἱ κάτωθι ἀριθμοί: Ὁ ἀριθμὸς 1815, κερδίζει 300.000. Ὁ ἀριθμὸς 59192, κερδίζει 100.000. Ὁ ἀριθμὸς 3631, κερδίζει 50.000. xyxy=(1141,1780,1305,1863)
article-headline: ΠΕΝΤΕ ΕΚΑΤΟΜΜΥΡΙΑ ΚΙΝΕΖΟΙ ΟΠΛΙΤΑΙ ΜΕ ΑΕΡΟΠΟΡΙΚΗΝ ΥΠΟΣΤΗΡΙΞΙΝ ΕΙΣ ΤΑ ΣΥΝΟΡΑ ΤΗΣ ΣΟΒΙΕΤΙΚΗΣ ΕΝΩΣΕΩΣ xyxy=(669,687,1063,797)
article-headline: ΕΚΤΑΚΤΟΣ ΕΠΙΔΟΤΗΣΙΣ ΚΑΤΗΓΟΡΙΩΝ ΕΠΟΧΙΑΚΩΣ ΑΝΕΡΓΩΝ xyxy=(424,1323,586,1362)
article-daneion xyxy=(413,54,597,454)
article-headline: ΤΡΕΙΣ ΞΕΝΑΙ ΕΤΑΙΡΕΙΑΙ ΕΓΚΑΘΙΣΤΟΥΝ ΓΡΑΦΕΙΑ ΕΙΣ ΕΛΛΑΔΑ xyxy=(420,1525,590,1565)
